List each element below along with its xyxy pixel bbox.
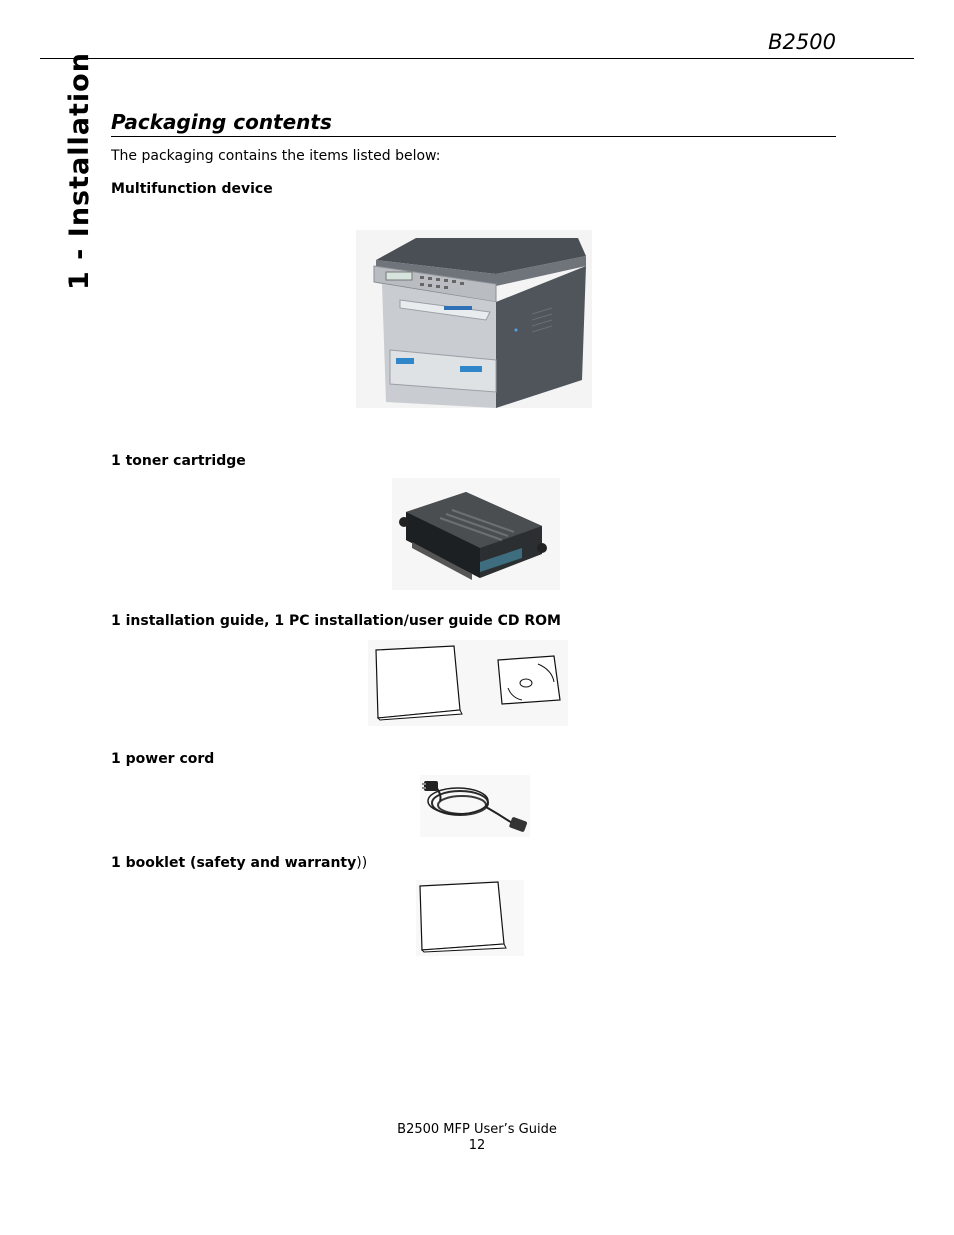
footer-page-number: 12 [468, 1138, 486, 1153]
item-label-toner-cartridge: 1 toner cartridge [111, 453, 246, 469]
section-intro: The packaging contains the items listed below: [111, 148, 441, 164]
guide-and-cd-image [368, 640, 568, 726]
item-label-multifunction-device: Multifunction device [111, 181, 273, 197]
footer-doc-title: B2500 MFP User’s Guide [397, 1122, 557, 1137]
item-label-booklet-text: 1 booklet (safety and warranty [111, 855, 357, 871]
header-rule [40, 58, 914, 59]
header-model-name: B2500 [768, 30, 836, 54]
chapter-side-title: 1 - Installation [64, 52, 95, 290]
section-title: Packaging contents [111, 110, 332, 134]
item-label-booklet-suffix: )) [356, 855, 368, 871]
item-label-power-cord: 1 power cord [111, 751, 215, 767]
installation-guide-icon [376, 646, 462, 720]
multifunction-printer-image [356, 230, 592, 408]
item-label-guides-and-cd: 1 installation guide, 1 PC installation/user guide CD ROM [111, 613, 561, 629]
power-cord-image [420, 775, 530, 837]
booklet-image [416, 880, 524, 956]
page-footer [0, 1122, 954, 1154]
cd-rom-icon [498, 656, 560, 704]
item-label-booklet [111, 855, 367, 871]
section-rule [111, 136, 836, 137]
toner-cartridge-image [392, 478, 560, 590]
